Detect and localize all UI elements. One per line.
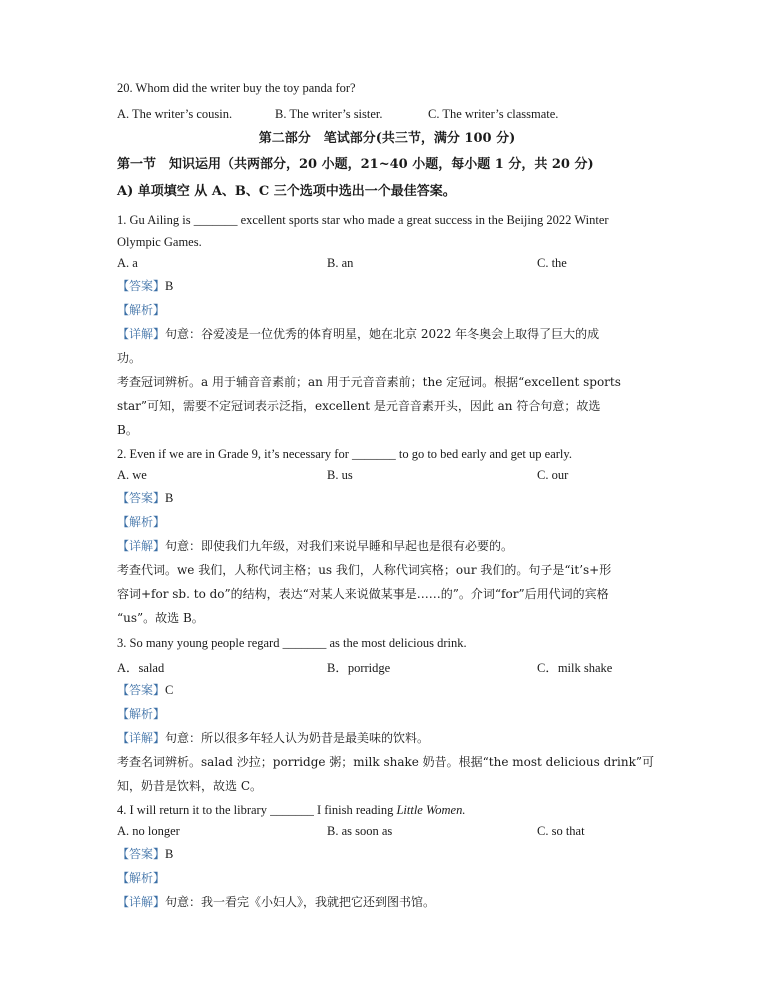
q4-option-c: C. so that bbox=[537, 824, 585, 838]
q2-analysis-tag: 【解析】 bbox=[117, 515, 166, 529]
q4-detail-text: 句意：我一看完《小妇人》，我就把它还到图书馆。 bbox=[165, 895, 436, 909]
q2-answer bbox=[117, 490, 173, 506]
q1-answer-value: B bbox=[165, 279, 174, 293]
detail-tag: 【详解】 bbox=[117, 731, 166, 745]
q4-option-b: B. as soon as bbox=[327, 824, 393, 838]
q2-explanation-line2: 容词+for sb. to do”的结构，表达“对某人来说做某事是……的”。介词“for”后用代词的宾格 bbox=[117, 587, 609, 601]
q1-explanation-line2: star”可知，需要不定冠词表示泛指，excellent 是元音音素开头，因此 an 符合句意；故选 bbox=[117, 399, 601, 413]
q20-option-a: A. The writer’s cousin. bbox=[117, 107, 233, 121]
part2-title: 第二部分 笔试部分(共三节，满分 100 分) bbox=[258, 131, 516, 146]
q1-detail-line2: 功。 bbox=[117, 351, 142, 365]
q1-detail-line1 bbox=[117, 326, 599, 342]
q3-analysis-tag: 【解析】 bbox=[117, 707, 166, 721]
q4-stem-text: 4. I will return it to the library _______ I finish reading bbox=[117, 803, 397, 817]
detail-tag: 【详解】 bbox=[117, 327, 166, 341]
answer-tag: 【答案】 bbox=[117, 847, 166, 861]
question-2-stem: 2. Even if we are in Grade 9, it’s necessary for _______ to go to bed early and get up early. bbox=[117, 447, 572, 461]
answer-tag: 【答案】 bbox=[117, 491, 166, 505]
section1-title: 第一节 知识运用（共两部分，20 小题，21~40 小题，每小题 1 分，共 20 分) bbox=[117, 157, 594, 172]
q3-option-b: B．porridge bbox=[327, 661, 391, 675]
q1-explanation-line3: B。 bbox=[117, 423, 138, 437]
q2-option-a: A. we bbox=[117, 468, 147, 482]
q3-detail-line1 bbox=[117, 730, 429, 746]
q3-explanation-line1: 考查名词辨析。salad 沙拉；porridge 粥；milk shake 奶昔。根据“the most delicious drink”可 bbox=[117, 755, 655, 769]
detail-tag: 【详解】 bbox=[117, 895, 166, 909]
q1-option-c: C. the bbox=[537, 256, 567, 270]
q1-option-b: B. an bbox=[327, 256, 354, 270]
q3-detail-text: 句意：所以很多年轻人认为奶昔是最美味的饮料。 bbox=[165, 731, 430, 745]
question-3-stem: 3. So many young people regard _______ as the most delicious drink. bbox=[117, 636, 467, 650]
q3-explanation-line2: 知，奶昔是饮料，故选 C。 bbox=[117, 779, 262, 793]
q20-option-b: B. The writer’s sister. bbox=[275, 107, 383, 121]
q1-explanation-line1: 考查冠词辨析。a 用于辅音音素前；an 用于元音音素前；the 定冠词。根据“excellent sports bbox=[117, 375, 621, 389]
subsection-a-title: A) 单项填空 从 A、B、C 三个选项中选出一个最佳答案。 bbox=[117, 184, 456, 199]
q1-answer bbox=[117, 278, 173, 294]
q4-answer bbox=[117, 846, 173, 862]
q1-option-a: A. a bbox=[117, 256, 138, 270]
answer-tag: 【答案】 bbox=[117, 279, 166, 293]
q2-detail-line1 bbox=[117, 538, 513, 554]
q1-analysis-tag: 【解析】 bbox=[117, 303, 166, 317]
question-20-stem: 20. Whom did the writer buy the toy panda for? bbox=[117, 81, 356, 95]
q4-option-a: A. no longer bbox=[117, 824, 180, 838]
question-1-stem-line2: Olympic Games. bbox=[117, 235, 202, 249]
question-1-stem-line1: 1. Gu Ailing is _______ excellent sports star who made a great success in the Beijing 2022 Winter bbox=[117, 213, 609, 227]
q2-explanation-line3: “us”。故选 B。 bbox=[117, 611, 204, 625]
q3-answer bbox=[117, 682, 173, 698]
q2-explanation-line1: 考查代词。we 我们，人称代词主格；us 我们，人称代词宾格；our 我们的。句子是“it’s+形 bbox=[117, 563, 612, 577]
answer-tag: 【答案】 bbox=[117, 683, 166, 697]
q2-option-b: B. us bbox=[327, 468, 353, 482]
q2-detail-text: 句意：即使我们九年级，对我们来说早睡和早起也是很有必要的。 bbox=[165, 539, 514, 553]
q4-answer-value: B bbox=[165, 847, 174, 861]
q3-option-c: C．milk shake bbox=[537, 661, 613, 675]
q2-answer-value: B bbox=[165, 491, 174, 505]
q3-answer-value: C bbox=[165, 683, 174, 697]
q1-detail-text: 句意：谷爱凌是一位优秀的体育明星，她在北京 2022 年冬奥会上取得了巨大的成 bbox=[165, 327, 600, 341]
q4-book-title: Little Women. bbox=[396, 803, 466, 817]
q3-option-a: A．salad bbox=[117, 661, 165, 675]
q2-option-c: C. our bbox=[537, 468, 569, 482]
q4-detail-line1 bbox=[117, 894, 435, 910]
q20-option-c: C. The writer’s classmate. bbox=[428, 107, 559, 121]
detail-tag: 【详解】 bbox=[117, 539, 166, 553]
q4-analysis-tag: 【解析】 bbox=[117, 871, 166, 885]
question-4-stem bbox=[117, 802, 465, 818]
